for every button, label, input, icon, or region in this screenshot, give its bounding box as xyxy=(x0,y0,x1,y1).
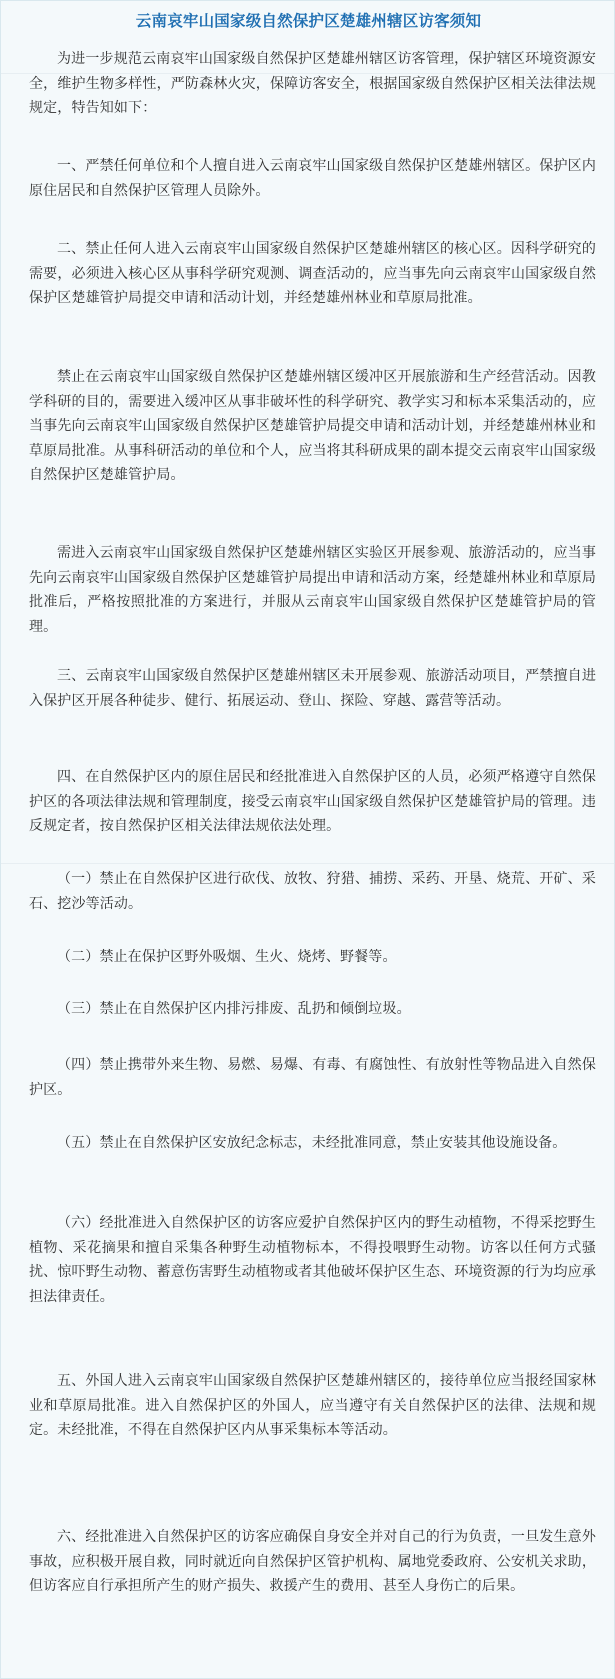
rule-4-item-1: （一）禁止在自然保护区进行砍伐、放牧、狩猎、捕捞、采药、开垦、烧荒、开矿、采石、挖沙等活动。 xyxy=(29,871,596,912)
buffer-zone-paragraph: 禁止在云南哀牢山国家级自然保护区楚雄州辖区缓冲区开展旅游和生产经营活动。因教学科研的目的，需要进入缓冲区从事非破坏性的科学研究、教学实习和标本采集活动的，应当事先向云南哀牢山国家级自然保护区楚雄管护局提交申请和活动计划，并经楚雄州林业和草原局批准。从事科研活动的单位和个人，应当将其科研成果的副本提交云南哀牢山国家级自然保护区楚雄管护局。 xyxy=(29,369,596,483)
rule-4-item-4: （四）禁止携带外来生物、易燃、易爆、有毒、有腐蚀性、有放射性等物品进入自然保护区。 xyxy=(29,1057,596,1098)
rule-4-item-3: （三）禁止在自然保护区内排污排废、乱扔和倾倒垃圾。 xyxy=(57,1001,411,1017)
rule-4-paragraph: 四、在自然保护区内的原住居民和经批准进入自然保护区的人员，必须严格遵守自然保护区的各项法律法规和管理制度，接受云南哀牢山国家级自然保护区楚雄管护局的管理。违反规定者，按自然保护区相关法律法规依法处理。 xyxy=(29,769,596,834)
notice-title: 云南哀牢山国家级自然保护区楚雄州辖区访客须知 xyxy=(135,12,482,30)
rule-4-item-2: （二）禁止在保护区野外吸烟、生火、烧烤、野餐等。 xyxy=(57,949,397,965)
rule-1-paragraph: 一、严禁任何单位和个人擅自进入云南哀牢山国家级自然保护区楚雄州辖区。保护区内原住居民和自然保护区管理人员除外。 xyxy=(29,158,596,199)
notice-body xyxy=(29,1,594,1678)
rule-3-paragraph: 三、云南哀牢山国家级自然保护区楚雄州辖区未开展参观、旅游活动项目，严禁擅自进入保护区开展各种徒步、健行、拓展运动、登山、探险、穿越、露营等活动。 xyxy=(29,668,596,709)
rule-4-item-5: （五）禁止在自然保护区安放纪念标志，未经批准同意，禁止安装其他设施设备。 xyxy=(57,1135,567,1151)
rule-4-item-6: （六）经批准进入自然保护区的访客应爱护自然保护区内的野生动植物，不得采挖野生植物、采花摘果和擅自采集各种野生动植物标本，不得投喂野生动物。访客以任何方式骚扰、惊吓野生动物、蓄意伤害野生动植物或者其他破坏保护区生态、环境资源的行为均应承担法律责任。 xyxy=(29,1215,596,1305)
rule-6-paragraph: 六、经批准进入自然保护区的访客应确保自身安全并对自己的行为负责，一旦发生意外事故，应积极开展自救，同时就近向自然保护区管护机构、属地党委政府、公安机关求助，但访客应自行承担所产生的财产损失、救援产生的费用、甚至人身伤亡的后果。 xyxy=(29,1529,596,1594)
rule-5-paragraph: 五、外国人进入云南哀牢山国家级自然保护区楚雄州辖区的，接待单位应当报经国家林业和草原局批准。进入自然保护区的外国人，应当遵守有关自然保护区的法律、法规和规定。未经批准，不得在自然保护区内从事采集标本等活动。 xyxy=(29,1373,596,1438)
rule-2-paragraph: 二、禁止任何人进入云南哀牢山国家级自然保护区楚雄州辖区的核心区。因科学研究的需要，必须进入核心区从事科学研究观测、调查活动的，应当事先向云南哀牢山国家级自然保护区楚雄管护局提交申请和活动计划，并经楚雄州林业和草原局批准。 xyxy=(29,241,596,306)
intro-paragraph: 为进一步规范云南哀牢山国家级自然保护区楚雄州辖区访客管理，保护辖区环境资源安全，维护生物多样性，严防森林火灾，保障访客安全，根据国家级自然保护区相关法律法规规定，特告知如下： xyxy=(29,51,596,116)
experimental-zone-paragraph: 需进入云南哀牢山国家级自然保护区楚雄州辖区实验区开展参观、旅游活动的，应当事先向云南哀牢山国家级自然保护区楚雄管护局提出申请和活动方案，经楚雄州林业和草原局批准后，严格按照批准的方案进行，并服从云南哀牢山国家级自然保护区楚雄管护局的管理。 xyxy=(29,545,596,635)
